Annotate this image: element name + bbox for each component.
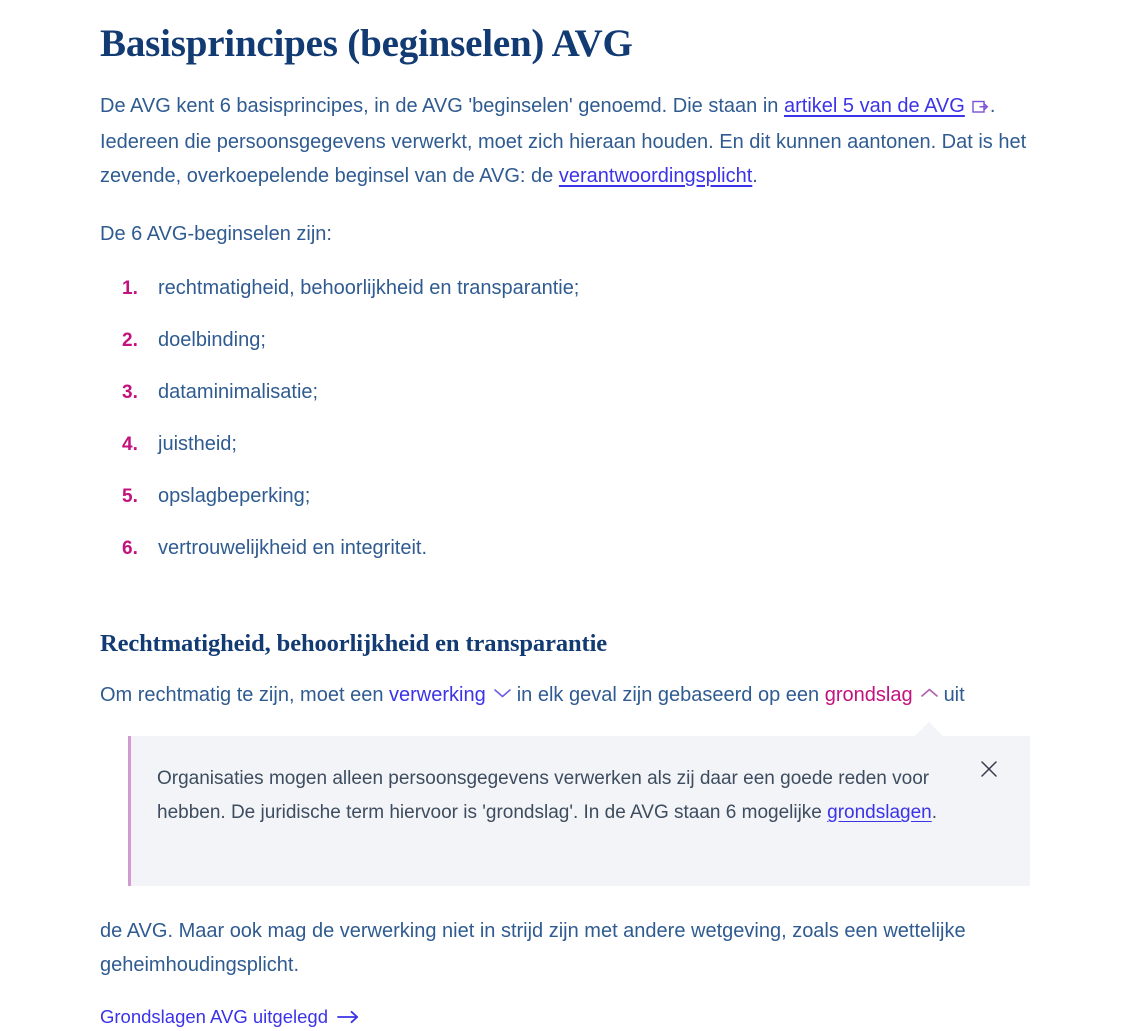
arrow-right-icon [337,1005,359,1031]
callout-pointer [914,722,944,737]
list-item-label: opslagbeperking; [158,484,311,507]
external-link-icon [972,91,989,125]
link-artikel-5-avg[interactable]: artikel 5 van de AVG [783,94,965,117]
list-item [100,325,1030,377]
list-item [100,429,1030,481]
callout-text-part1: Organisaties mogen alleen persoonsgegevens verwerken als zij daar een goede reden voor hebben. De juridische term hiervoor is 'grondslag'. In de AVG staan 6 mogelijke [157,768,930,824]
list-item-label: juistheid; [158,432,237,455]
chevron-up-icon[interactable] [920,676,939,710]
term-grondslag-toggle[interactable]: grondslag [824,684,913,707]
section-text-part3: uit [943,684,965,707]
list-marker: 3. [122,381,138,403]
intro-text-part2: . Iedereen die persoonsgegevens verwerkt, moet zich hieraan houden. En dit kunnen aantonen. Dat is het zevende, overkoepelende beginsel van de AVG: de [100,94,1027,187]
list-marker: 1. [122,277,138,299]
section-text-part2: in elk geval zijn gebaseerd op een [516,684,820,707]
list-marker: 6. [122,537,138,559]
callout-text [157,762,957,830]
intro-paragraph [100,67,1030,193]
section-heading-rechtmatigheid: Rechtmatigheid, behoorlijkheid en transparantie [100,629,608,657]
section-text-part1: Om rechtmatig te zijn, moet een [100,684,384,707]
list-item [100,377,1030,429]
grondslag-callout [128,736,1030,886]
list-marker: 4. [122,433,138,455]
after-callout-paragraph: de AVG. Maar ook mag de verwerking niet in strijd zijn met andere wetgeving, zoals een wettelijke geheimhoudingsplicht. [100,920,966,977]
close-icon[interactable] [978,758,1004,784]
list-marker: 5. [122,485,138,507]
principles-list [100,251,1030,585]
list-marker: 2. [122,329,138,351]
list-item-label: doelbinding; [158,328,266,351]
callout-text-part2: . [931,802,938,824]
list-lead-in: De 6 AVG-beginselen zijn: [100,222,332,245]
list-item [100,481,1030,533]
page-title: Basisprincipes (beginselen) AVG [100,22,633,65]
cta-label: Grondslagen AVG uitgelegd [100,1006,328,1028]
intro-text-part1: De AVG kent 6 basisprincipes, in de AVG 'beginselen' genoemd. Die staan in [100,94,779,117]
link-grondslagen[interactable]: grondslagen [827,802,932,824]
section-paragraph [100,658,1030,712]
list-item-label: dataminimalisatie; [158,380,319,403]
article-content [100,0,1030,1031]
cta-grondslagen-avg-uitgelegd[interactable] [100,1004,359,1031]
list-item [100,533,1030,585]
list-item [100,273,1030,325]
chevron-down-icon[interactable] [493,676,512,710]
link-verantwoordingsplicht[interactable]: verantwoordingsplicht [558,164,753,187]
grondslag-callout-wrapper [100,736,1030,886]
list-item-label: vertrouwelijkheid en integriteit. [158,536,428,559]
term-verwerking-toggle[interactable]: verwerking [389,684,486,707]
list-item-label: rechtmatigheid, behoorlijkheid en transparantie; [158,276,580,299]
intro-text-part3: . [752,164,758,187]
